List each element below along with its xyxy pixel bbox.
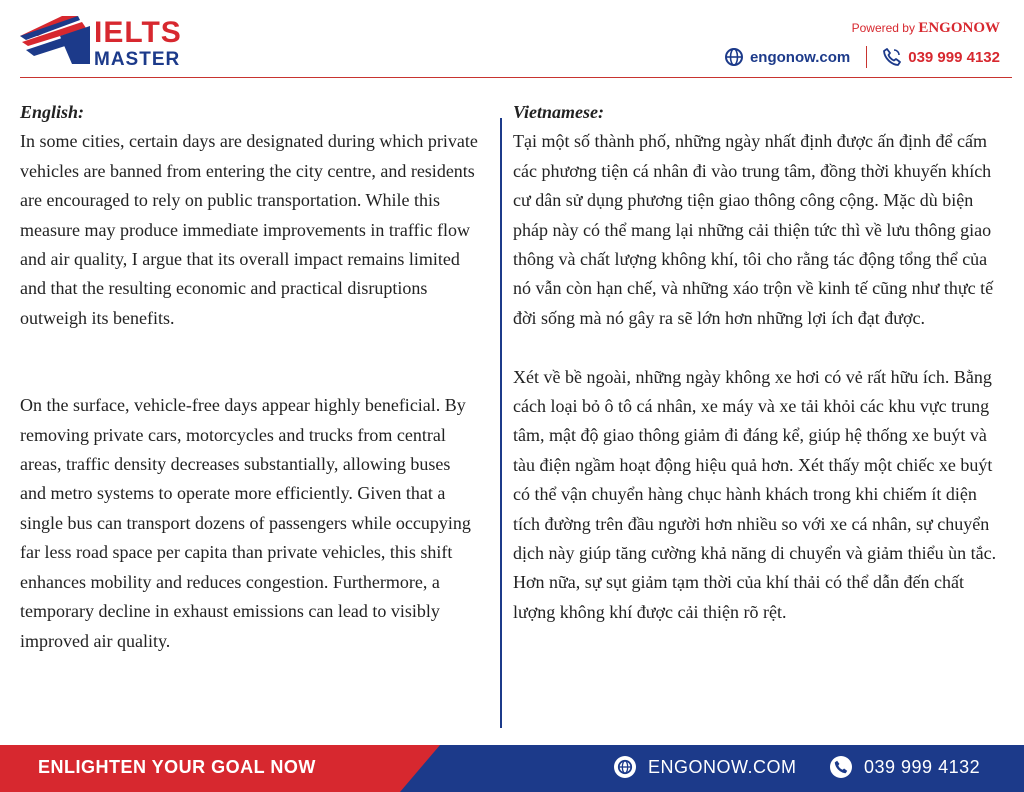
powered-brand: ENGONOW [918,20,1000,36]
column-divider [500,118,502,728]
english-column [20,98,478,656]
header-phone-link[interactable] [883,48,1000,66]
header-website-link[interactable] [725,48,850,66]
english-paragraph-2: On the surface, vehicle-free days appear highly beneficial. By removing private cars, motorcycles and trucks from central areas, traffic density decreases substantially, allowing buses and metro systems to operate more efficiently. Given that a single bus can transport dozens of passengers while occupying far less road space per capita than private vehicles, this shift enhances mobility and reduces congestion. Furthermore, a temporary decline in exhaust emissions can lead to visibly improved air quality. [20,395,471,651]
globe-icon [614,756,636,778]
phone-icon [830,756,852,778]
globe-icon [725,48,743,66]
vietnamese-paragraph-1: Tại một số thành phố, những ngày nhất định được ấn định để cấm các phương tiện cá nhân đi vào trung tâm, đồng thời khuyến khích cư dân sử dụng phương tiện giao thông công cộng. Mặc dù biện pháp này có thể mang lại những cải thiện tức thì về lưu thông giao thông và chất lượng không khí, tôi cho rằng tác động tổng thể của nó vẫn còn hạn chế, và những xáo trộn về kinh tế cũng như thực tế đời sống mà nó gây ra sẽ lớn hơn những lợi ích đạt được. [513,131,994,328]
footer-website-text: ENGONOW.COM [648,756,797,777]
ielts-master-logo[interactable] [20,14,190,70]
header-website-text: engonow.com [749,48,851,66]
english-heading: English: [20,102,85,122]
header-divider [20,77,1012,78]
contact-separator [866,46,867,68]
footer-slogan: ENLIGHTEN YOUR GOAL NOW [38,757,316,777]
footer-website-link[interactable] [614,756,797,778]
header-contact [725,46,1000,68]
footer-phone-text: 039 999 4132 [864,756,981,777]
footer-phone-link[interactable] [830,756,980,778]
powered-by [852,20,1000,37]
logo-text-master: MASTER [94,49,181,70]
phone-icon [883,48,901,66]
header-phone-text: 039 999 4132 [908,48,1000,66]
logo-text-ielts: IELTS [94,16,182,49]
vietnamese-paragraph-2: Xét về bề ngoài, những ngày không xe hơi có vẻ rất hữu ích. Bằng cách loại bỏ ô tô cá nhân, xe máy và xe tải khỏi các khu vực trung tâm, mật độ giao thông giảm đi đáng kể, giúp hệ thống xe buýt và tàu điện ngầm hoạt động hiệu quả hơn. Xét thấy một chiếc xe buýt có thể vận chuyển hàng chục hành khách trong khi chiếm ít diện tích đường trên đầu người hơn nhiều so với xe cá nhân, sự chuyển dịch này giúp tăng cường khả năng di chuyển và giảm thiểu ùn tắc. Hơn nữa, sự sụt giảm tạm thời của khí thải có thể dẫn đến chất lượng không khí được cải thiện rõ rệt. [513,366,997,622]
header [0,0,1024,78]
footer [0,745,1024,792]
vietnamese-column [513,98,1003,627]
powered-prefix: Powered by [851,21,919,35]
logo-mark-icon [20,14,92,70]
english-paragraph-1: In some cities, certain days are designated during which private vehicles are banned from entering the city centre, and residents are encouraged to rely on public transportation. While this measure may produce immediate improvements in traffic flow and air quality, I argue that its overall impact remains limited and that the resulting economic and practical disruptions outweigh its benefits. [20,131,478,328]
vietnamese-heading: Vietnamese: [513,102,604,122]
